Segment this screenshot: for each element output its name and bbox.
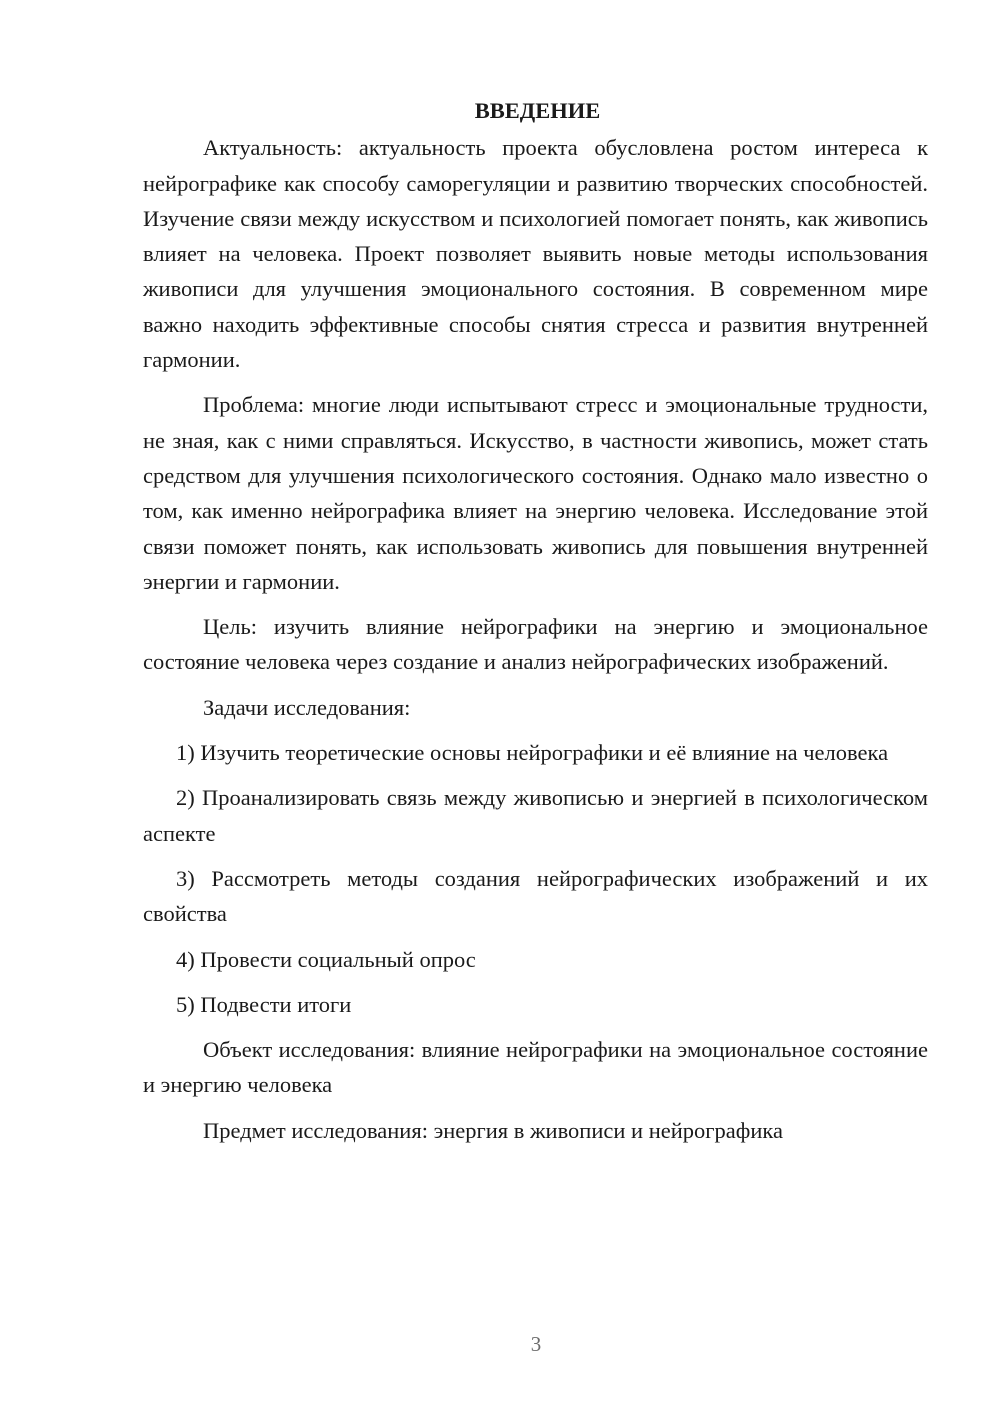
task-item-3: 3) Рассмотреть методы создания нейрографических изображений и их свойства bbox=[143, 865, 928, 927]
task-item-2: 2) Проанализировать связь между живописью и энергией в психологическом аспекте bbox=[143, 785, 928, 846]
paragraph-goal: Цель: изучить влияние нейрографики на энергию и эмоциональное состояние человека через создание и анализ нейрографических изображений. bbox=[143, 614, 928, 675]
task-item-4: 4) Провести социальный опрос bbox=[176, 946, 476, 972]
page-number: 3 bbox=[530, 1332, 542, 1356]
task-item-1: 1) Изучить теоретические основы нейрографики и её влияние на человека bbox=[176, 740, 889, 766]
paragraph-problem: Проблема: многие люди испытывают стресс и эмоциональные трудности, не зная, как с ними справляться. Искусство, в частности живопись, может стать средством для улучшения психологического состояния. Однако мало известно о том, как именно нейрографика влияет на энергию человека. Исследование этой связи поможет понять, как использовать живопись для повышения внутренней энергии и гармонии. bbox=[143, 392, 928, 594]
task-item-5: 5) Подвести итоги bbox=[176, 991, 352, 1017]
paragraph-object: Объект исследования: влияние нейрографики на эмоциональное состояние и энергию человека bbox=[143, 1037, 928, 1098]
paragraph-relevance: Актуальность: актуальность проекта обусловлена ростом интереса к нейрографике как способу саморегуляции и развитию творческих способностей. Изучение связи между искусством и психологией помогает понять, как живопись влияет на человека. Проект позволяет выявить новые методы использования живописи для улучшения эмоционального состояния. В современном мире важно находить эффективные способы снятия стресса и развития внутренней гармонии. bbox=[143, 135, 928, 373]
page-content bbox=[143, 93, 928, 1148]
paragraph-subject: Предмет исследования: энергия в живописи и нейрографика bbox=[203, 1117, 783, 1143]
page-title: ВВЕДЕНИЕ bbox=[474, 98, 601, 123]
tasks-heading: Задачи исследования: bbox=[203, 694, 411, 720]
